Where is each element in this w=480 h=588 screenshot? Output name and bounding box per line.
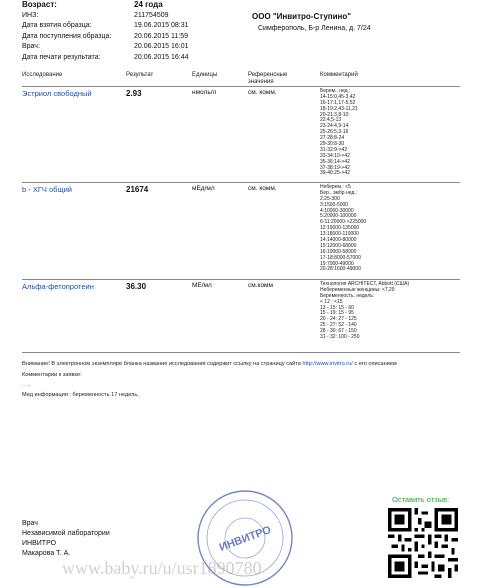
comment-line: 31 - 32: 100 - 250 (320, 334, 360, 341)
comment-line: Технология ARCHITECT, Abbott (США) (320, 281, 410, 287)
received-date-row (22, 32, 189, 43)
comment-line: 18-19:2,43-11,21 (320, 105, 358, 112)
comment-line: 13:18000-110000 (320, 231, 359, 238)
age-value: 24 года (134, 0, 163, 9)
comment-line: 12:19000-135000 (320, 225, 360, 232)
comment-line: Бер., эмбр.нед.: (320, 189, 358, 196)
stamp-text: ИНВИТРО (217, 524, 273, 554)
doctor-lab-name: ИНВИТРО (22, 540, 57, 547)
row-divider (22, 279, 460, 280)
test-result: 21674 (126, 185, 149, 194)
comment-line: 37-38:19->42 (320, 164, 350, 171)
comment-line: Беременность, недель: (320, 292, 375, 299)
sample-date-row (22, 21, 189, 32)
comment-line: 4:10000-30000 (320, 207, 354, 214)
row-divider (22, 182, 460, 183)
age-row (22, 0, 189, 11)
doctor-name: Макарова Т. А. (22, 550, 71, 557)
doctor-lab-line: Независимой лаборатории (22, 530, 110, 537)
table-bottom-divider (22, 352, 460, 353)
inz-value: 211754509 (134, 11, 169, 19)
test-reference: см. комм. (248, 89, 277, 96)
header-comment: Комментарий (320, 72, 358, 78)
comment-line: Неберем.: <5 (320, 184, 351, 190)
test-reference: см. комм. (248, 185, 277, 192)
printed-date-value: 20.06.2015 16:44 (134, 53, 189, 61)
comment-line: 15:12000-68000 (320, 242, 357, 249)
header-units: Единицы (192, 72, 218, 78)
doctor-date-value: 20.06.2015 16:01 (134, 43, 189, 50)
comment-line: 39-40:25->42 (320, 170, 350, 177)
comment-line: 25 - 27: 52 - 140 (320, 322, 357, 329)
medical-info: Мед информация : беременность 17 недель, (22, 392, 139, 398)
comment-line: 22:4,5-13 (320, 117, 342, 124)
qr-code-icon[interactable] (388, 508, 458, 578)
warning-text: Внимание! В электронном экземпляре бланка название исследования содержит ссылку на страницу сайта (22, 361, 301, 367)
test-name-link[interactable]: Альфа-фетопротеин (22, 282, 94, 291)
patient-info (22, 0, 189, 63)
comment-line: 31-32:9->42 (320, 146, 348, 153)
table-header-divider (22, 86, 460, 87)
inz-row (22, 11, 189, 22)
feedback-label[interactable]: Оставить отзыв: (392, 495, 450, 504)
comment-line: Небеременные женщины: <7,29 (320, 286, 395, 293)
order-comments-value: . . , (22, 382, 30, 388)
header-result: Результат (126, 72, 154, 78)
test-reference: см.комм (248, 282, 273, 289)
watermark: www.baby.ru/u/usr1890780 (62, 558, 262, 578)
doctor-label: Врач: (22, 43, 40, 50)
comment-line: 29-30:8-30 (320, 141, 345, 148)
comment-line: 3:1500-5000 (320, 201, 349, 208)
printed-date-row (22, 53, 189, 64)
order-comments-label: Комментарии к заявке: (22, 372, 82, 378)
test-name-link[interactable]: b - ХГЧ общий (22, 185, 72, 194)
test-comment (320, 89, 358, 177)
header-test: Исследование (22, 72, 63, 78)
comment-line: 2:25-300 (320, 195, 340, 202)
comment-line: 19:7000-49000 (320, 260, 354, 267)
test-units: нмоль/л (192, 89, 217, 96)
test-comment (320, 282, 409, 341)
table-row (22, 282, 460, 344)
comment-line: 16-17:1,17-5,52 (320, 99, 356, 106)
test-comment (320, 185, 366, 273)
received-date-label: Дата поступления образца: (22, 32, 112, 40)
comment-line: 20-28:1600-49000 (320, 266, 361, 273)
sample-date-label: Дата взятия образца: (22, 22, 92, 29)
received-date-value: 20.06.2015 11:59 (134, 32, 188, 40)
comment-line: 20-21:3,8-10 (320, 111, 349, 118)
sample-date-value: 19.06.2015 08:31 (134, 22, 189, 29)
comment-line: 23-24:4,9-14 (320, 123, 349, 130)
comment-line: 33-34:10->42 (320, 152, 350, 159)
comment-line: 6-11:20000->225000 (320, 219, 367, 226)
comment-line: 35-36:14->42 (320, 158, 350, 165)
invitro-site-link[interactable]: http://www.invitro.ru/ (302, 361, 353, 367)
age-label: Возраст: (22, 0, 57, 9)
comment-line: 5:20000-100000 (320, 213, 357, 220)
test-units: мЕд/мл (192, 185, 215, 192)
lab-info (252, 11, 371, 35)
doctor-row (22, 42, 189, 53)
printed-date-label: Дата печати результата: (22, 53, 101, 61)
comment-line: Берем., нед.: (320, 88, 351, 94)
test-result: 2.93 (126, 89, 142, 98)
header-reference-line1: Референсные (248, 72, 288, 78)
table-row (22, 185, 460, 277)
test-name-link[interactable]: Эстриол свободный (22, 89, 92, 98)
doctor-signature-block (22, 519, 110, 559)
comment-line: 14:14000-80000 (320, 237, 357, 244)
table-row (22, 89, 460, 181)
comment-line: 15 - 19: 15 - 95 (320, 310, 354, 317)
comment-line: 25-26:5,3-16 (320, 129, 349, 136)
comment-line: 27-28:8-24 (320, 135, 345, 142)
comment-line: < 12 : <15 (320, 298, 343, 305)
doctor-title: Врач (22, 520, 38, 527)
header-reference-line2: значения (248, 79, 274, 85)
warning-note (22, 361, 397, 367)
test-result: 36.30 (126, 282, 147, 291)
lab-address: Симферополь, Б-р Ленина, д. 7/24 (258, 25, 371, 32)
test-units: МЕ/мл (192, 282, 212, 289)
warning-suffix: с его описанием (354, 361, 397, 367)
inz-label: ИНЗ: (22, 11, 39, 19)
comment-line: 28 - 30: 67 - 150 (320, 328, 357, 335)
comment-line: 16:10000-58000 (320, 248, 357, 255)
comment-line: 13 - 15: 15 - 60 (320, 304, 354, 311)
comment-line: 20 - 24: 27 - 125 (320, 316, 357, 323)
comment-line: 17-18:8000-57000 (320, 254, 361, 261)
lab-name: ООО "Инвитро-Ступино" (252, 12, 352, 21)
comment-line: 14-15:0,45-3,42 (320, 93, 356, 100)
